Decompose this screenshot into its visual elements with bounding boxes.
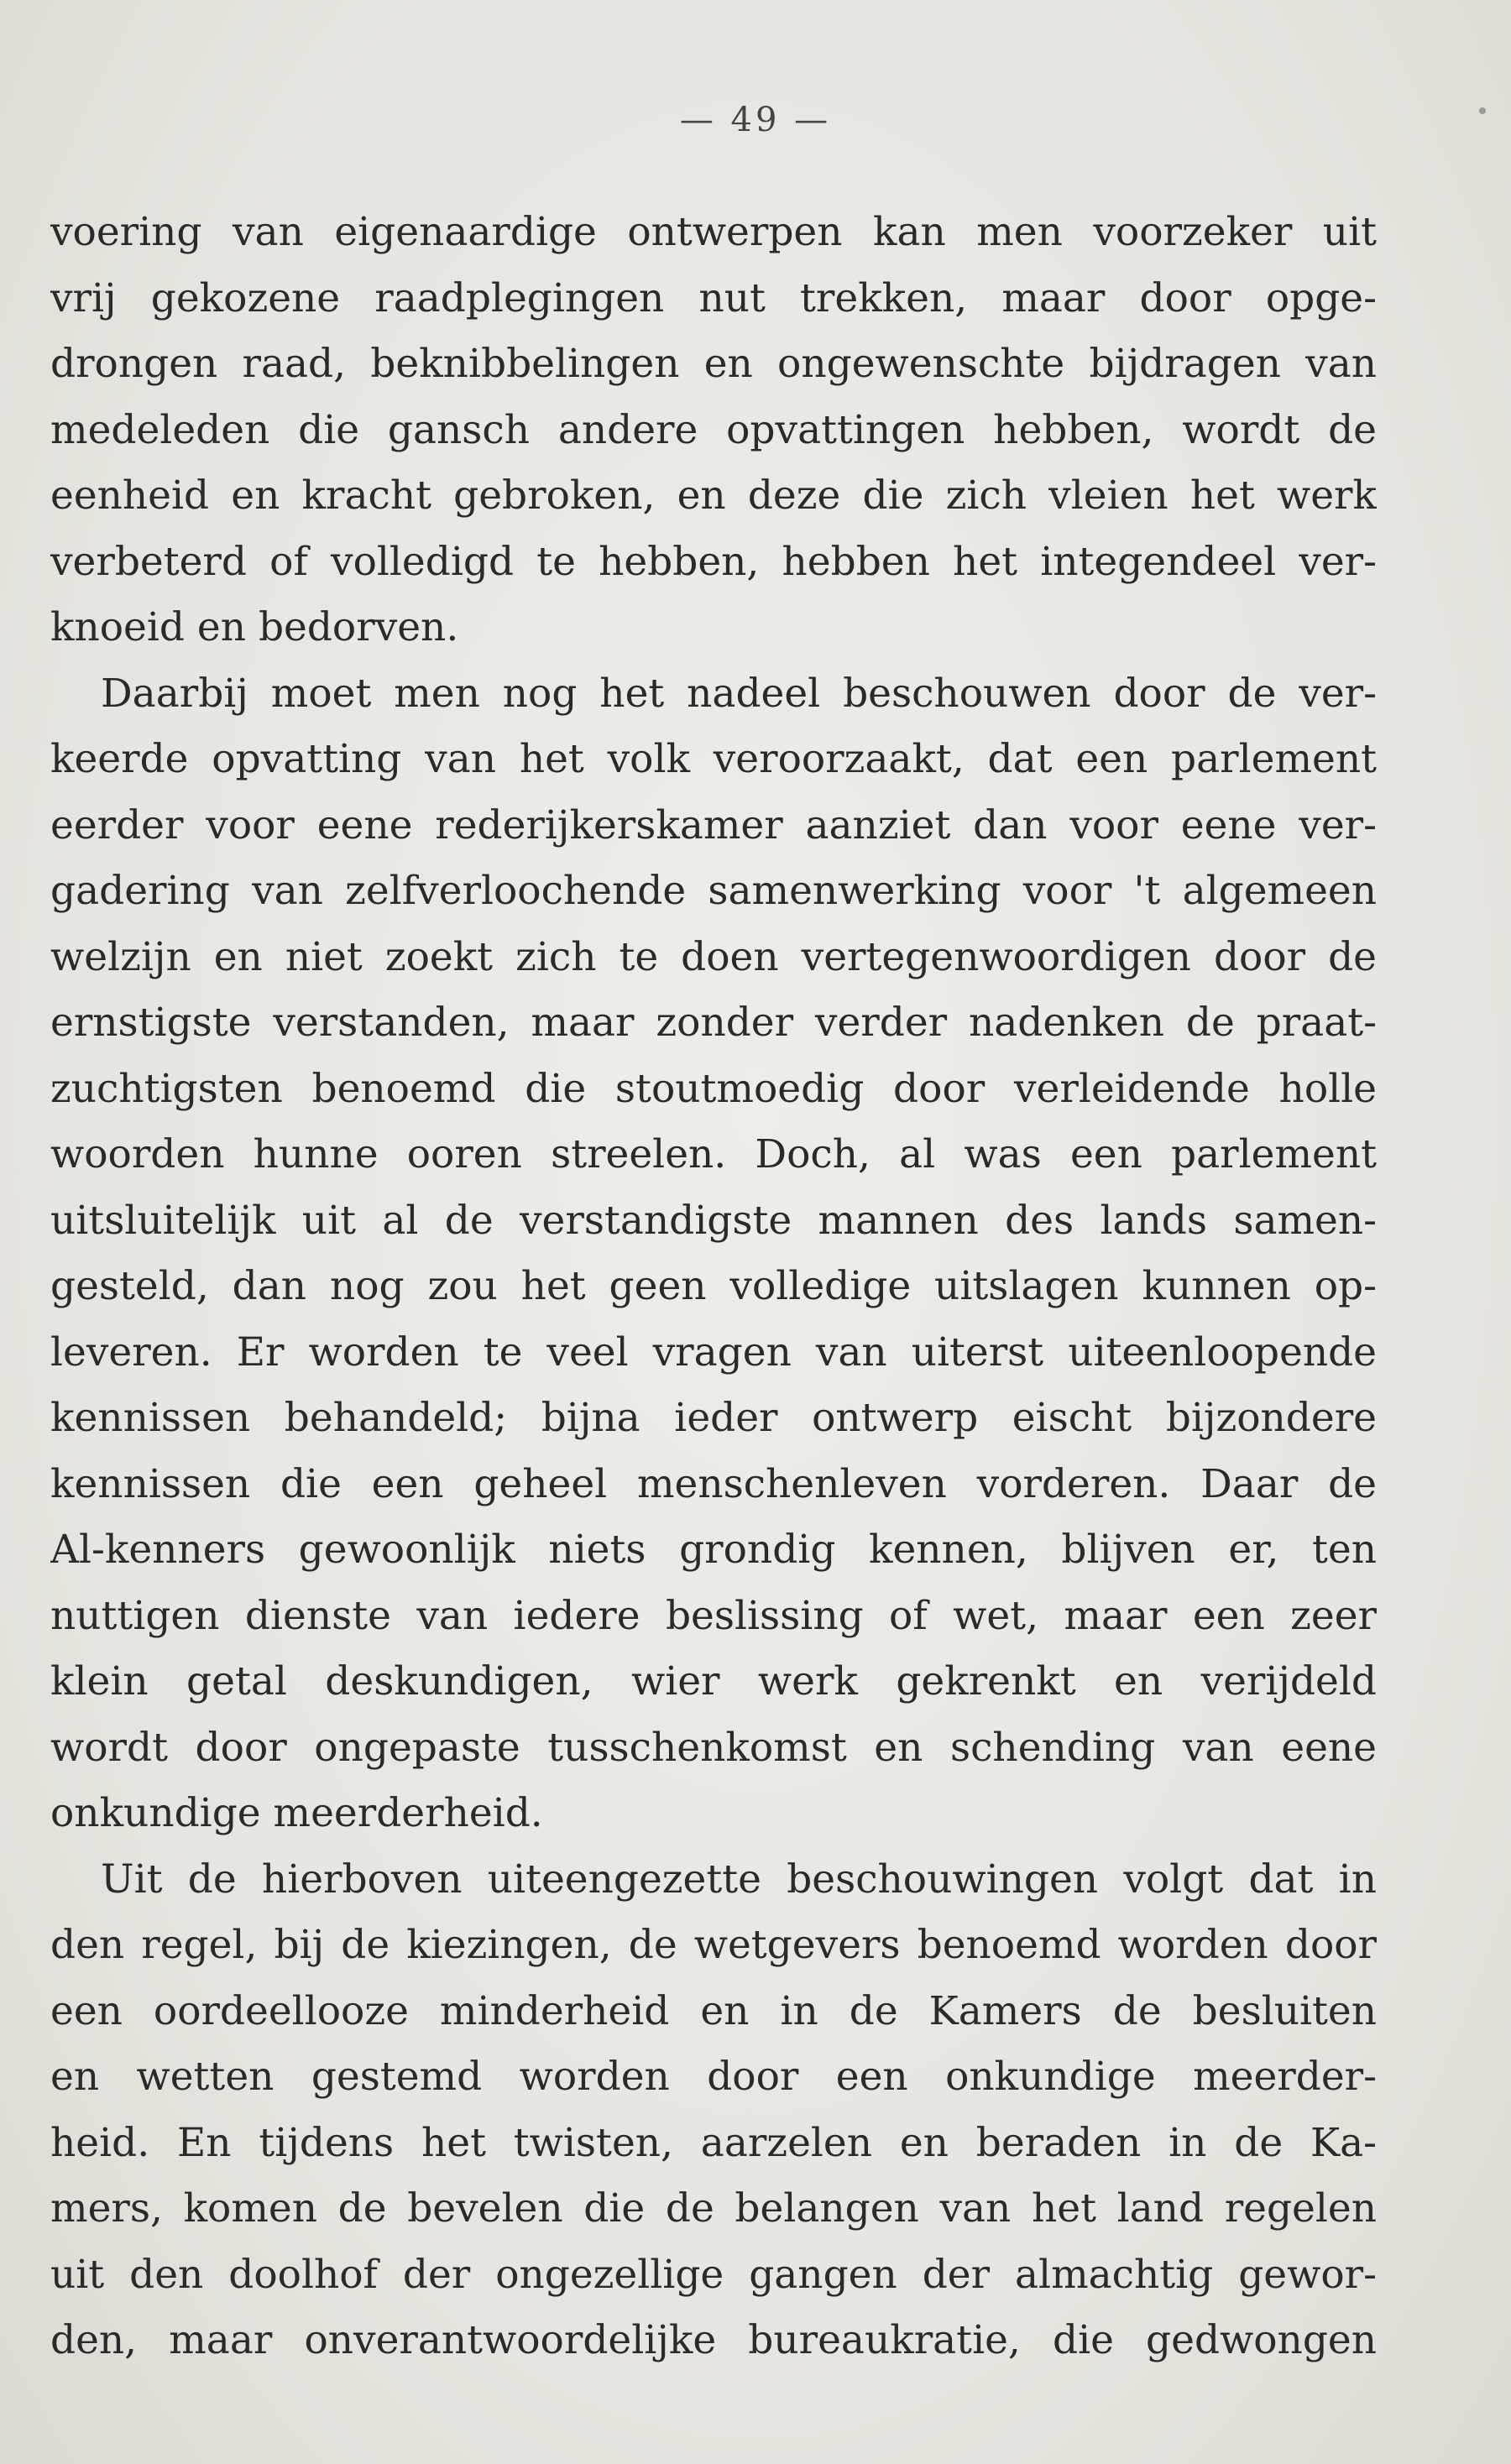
page-number: — 49 — [679, 101, 832, 139]
text-line: en wetten gestemd worden door een onkundige meerder- [50, 2054, 1377, 2100]
text-line: nuttigen dienste van iedere beslissing of wet, maar een zeer [50, 1592, 1377, 1639]
text-line: den, maar onverantwoordelijke bureaukratie, die gedwongen [50, 2317, 1377, 2363]
text-line: Al-kenners gewoonlijk niets grondig kennen, blijven er, ten [50, 1527, 1377, 1573]
text-line: knoeid en bedorven. [50, 604, 459, 650]
text-line: vrij gekozene raadplegingen nut trekken, maar door opge- [50, 274, 1377, 321]
text-line: gadering van zelfverloochende samenwerking voor 't algemeen [50, 868, 1377, 914]
text-line: mers, komen de bevelen die de belangen van het land regelen [50, 2185, 1377, 2232]
text-line: klein getal deskundigen, wier werk gekrenkt en verijdeld [50, 1658, 1377, 1704]
text-line: zuchtigsten benoemd die stoutmoedig door verleidende holle [50, 1065, 1377, 1112]
text-line: onkundige meerderheid. [50, 1790, 543, 1836]
text-line: verbeterd of volledigd te hebben, hebben het integendeel ver- [50, 538, 1377, 585]
text-line: Daarbij moet men nog het nadeel beschouwen door de ver- [101, 670, 1377, 717]
text-line: eenheid en kracht gebroken, en deze die zich vleien het werk [50, 472, 1377, 519]
text-line: uit den doolhof der ongezellige gangen der almachtig gewor- [50, 2251, 1377, 2298]
text-line: keerde opvatting van het volk veroorzaakt, dat een parlement [50, 736, 1377, 782]
text-line: drongen raad, beknibbelingen en ongewenschte bijdragen van [50, 341, 1377, 387]
text-line: uitsluitelijk uit al de verstandigste mannen des lands samen- [50, 1197, 1377, 1244]
paragraph-2 [50, 661, 1377, 1847]
text-line: Uit de hierboven uiteengezette beschouwingen volgt dat in [101, 1856, 1377, 1903]
text-line: eerder voor eene rederijkerskamer aanziet dan voor eene ver- [50, 801, 1377, 848]
text-line: heid. En tijdens het twisten, aarzelen en beraden in de Ka- [50, 2119, 1377, 2166]
paragraph-3 [50, 1847, 1377, 2374]
body-text [50, 200, 1377, 2374]
text-line: medeleden die gansch andere opvattingen hebben, wordt de [50, 406, 1377, 453]
text-line: welzijn en niet zoekt zich te doen vertegenwoordigen door de [50, 933, 1377, 980]
text-line: kennissen behandeld; bijna ieder ontwerp eischt bijzondere [50, 1395, 1377, 1441]
text-line: den regel, bij de kiezingen, de wetgevers benoemd worden door [50, 1922, 1377, 1968]
text-line: ernstigste verstanden, maar zonder verder nadenken de praat- [50, 1000, 1377, 1046]
text-line: een oordeellooze minderheid en in de Kamers de besluiten [50, 1987, 1377, 2034]
text-line: kennissen die een geheel menschenleven vorderen. Daar de [50, 1460, 1377, 1507]
paragraph-1 [50, 200, 1377, 661]
text-line: leveren. Er worden te veel vragen van uiterst uiteenloopende [50, 1329, 1377, 1376]
text-line: woorden hunne ooren streelen. Doch, al was een parlement [50, 1131, 1377, 1177]
text-line: gesteld, dan nog zou het geen volledige uitslagen kunnen op- [50, 1263, 1377, 1309]
text-line: voering van eigenaardige ontwerpen kan men voorzeker uit [50, 209, 1377, 255]
text-line: wordt door ongepaste tusschenkomst en schending van eene [50, 1724, 1377, 1771]
